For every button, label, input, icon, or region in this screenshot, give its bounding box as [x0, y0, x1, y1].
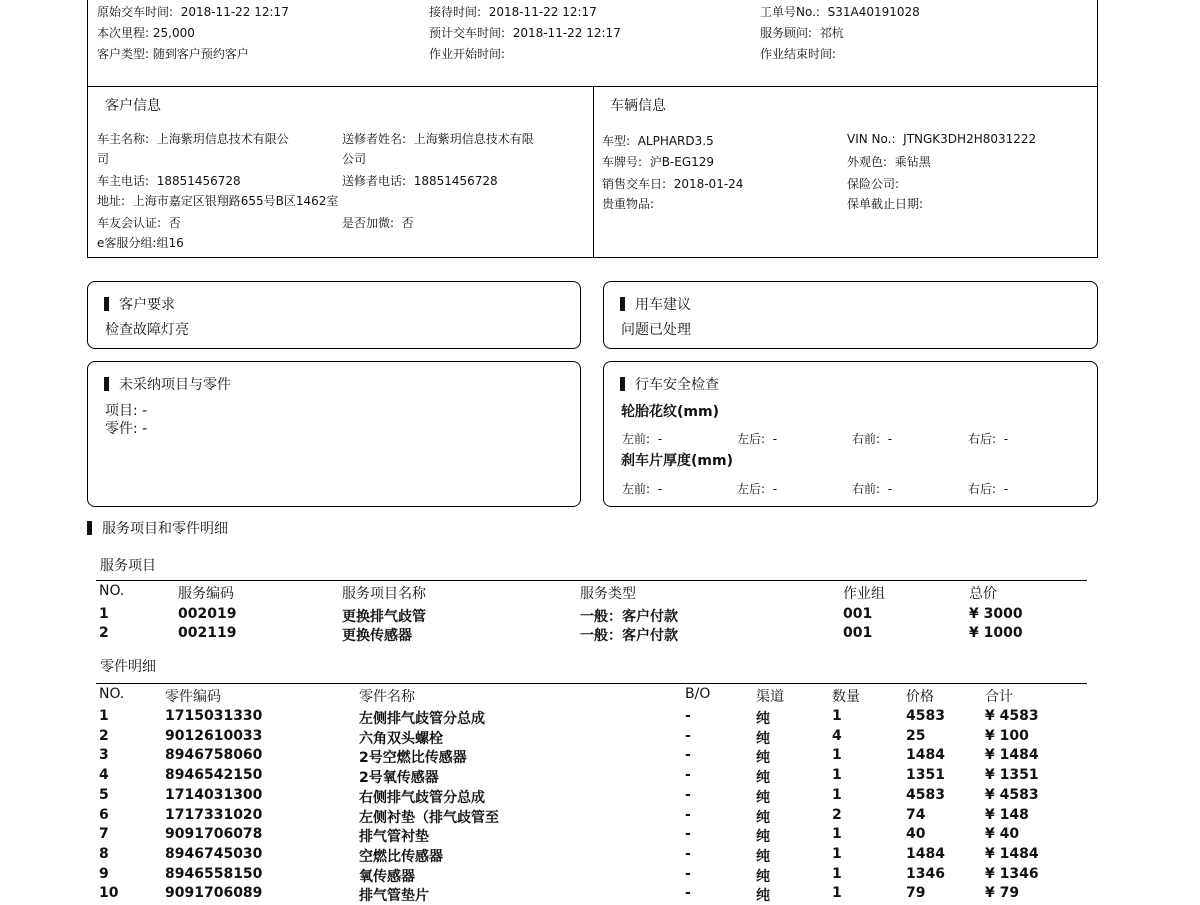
vin-value: JTNGK3DH2H8031222: [903, 132, 1037, 146]
table-row-cell: 1: [832, 845, 842, 862]
table-row-cell: ¥ 40: [985, 826, 1020, 843]
table-row-cell: -: [685, 865, 691, 882]
reception-label: 接待时间:: [429, 5, 482, 19]
table-row-cell: -: [685, 747, 691, 764]
table-row-cell: 空燃比传感器: [359, 848, 443, 865]
table-row-cell: ¥ 1351: [985, 767, 1039, 784]
sender-name: [342, 130, 534, 147]
tire-fl-value: -: [657, 432, 663, 446]
parts-header-cell: 价格: [906, 689, 934, 705]
table-row-cell: 1: [99, 606, 109, 622]
tire-front-left: [622, 430, 662, 447]
customer-type-label: 客户类型:: [97, 47, 150, 61]
table-row-cell: 9091706089: [165, 885, 263, 902]
table-row-cell: 纯: [756, 711, 770, 727]
table-row-cell: 6: [99, 806, 109, 823]
work-start-label: 作业开始时间:: [429, 47, 506, 61]
table-row-cell: 1715031330: [165, 708, 263, 724]
mileage: [97, 24, 195, 41]
service-group: [97, 234, 184, 251]
services-header-rule: [96, 580, 1087, 581]
sender-value-cont: 公司: [342, 152, 367, 166]
parts-header-cell: 数量: [832, 689, 860, 705]
plate-number: [602, 153, 714, 170]
table-row-cell: 8946745030: [165, 845, 263, 862]
pending-parts: [105, 418, 147, 438]
column-divider: [593, 87, 594, 257]
merchant-flag: [342, 214, 414, 231]
est-delivery-value: 2018-11-22 12:17: [512, 26, 621, 40]
table-row-cell: 排气管垫片: [359, 888, 429, 905]
table-row-cell: 1: [832, 826, 842, 843]
color-value: 乘钻黑: [894, 155, 931, 169]
table-row-cell: 25: [906, 727, 926, 744]
table-row-cell: 更换排气歧管: [342, 609, 426, 625]
customer-vehicle-box: [87, 86, 1098, 258]
plate-value: 沪B-EG129: [649, 155, 715, 169]
tire-rr-value: -: [1003, 432, 1009, 446]
table-row-cell: 1: [99, 708, 109, 724]
table-row-cell: 1484: [906, 747, 945, 764]
details-title: [87, 518, 228, 538]
details-title-text: 服务项目和零件明细: [102, 521, 228, 537]
table-row-cell: 001: [843, 606, 873, 622]
table-row-cell: 六角双头螺栓: [359, 730, 443, 747]
brake-rr-value: -: [1003, 482, 1009, 496]
table-row-cell: ¥ 3000: [969, 606, 1023, 622]
services-header-cell: 作业组: [843, 586, 885, 602]
pending-parts-value: -: [142, 421, 148, 437]
table-row-cell: 1: [832, 885, 842, 902]
table-row-cell: 左侧排气歧管分总成: [359, 711, 485, 727]
table-row-cell: 8946758060: [165, 747, 263, 764]
table-row-cell: 1484: [906, 845, 945, 862]
table-row-cell: 001: [843, 625, 873, 641]
tire-rear-left: [737, 430, 777, 447]
table-row-cell: -: [685, 727, 691, 744]
table-row-cell: 4583: [906, 708, 945, 724]
merchant-value: 否: [401, 216, 414, 230]
table-row-cell: 40: [906, 826, 926, 843]
section-marker-icon: [620, 377, 625, 391]
table-row-cell: 氧传感器: [359, 868, 415, 885]
table-row-cell: ¥ 79: [985, 885, 1020, 902]
table-row-cell: 1714031300: [165, 786, 263, 803]
rl-label: 左后:: [737, 482, 766, 496]
section-marker-icon: [104, 297, 109, 311]
pending-items-label: 项目:: [105, 403, 138, 419]
table-row-cell: ¥ 1484: [985, 747, 1039, 764]
rr-label: 右后:: [968, 482, 997, 496]
table-row-cell: 9012610033: [165, 727, 263, 744]
advisor-value: 祁杭: [819, 26, 844, 40]
services-header-cell: 服务编码: [178, 586, 234, 602]
parts-header-cell: B/O: [685, 686, 711, 702]
table-row-cell: -: [685, 845, 691, 862]
brake-front-right: [852, 480, 892, 497]
orig-delivery: [97, 3, 289, 20]
table-row-cell: 7: [99, 826, 109, 843]
work-order-no: [760, 3, 920, 20]
table-row-cell: -: [685, 806, 691, 823]
warranty-label: 保单截止日期:: [847, 197, 924, 211]
table-row-cell: 74: [906, 806, 926, 823]
work-order-value: S31A40191028: [827, 5, 920, 19]
table-row-cell: 4583: [906, 786, 945, 803]
vehicle-section-title: 车辆信息: [610, 98, 666, 114]
pending-items-box: [87, 361, 581, 507]
sale-date-label: 销售交车日:: [602, 177, 667, 191]
table-row-cell: 纯: [756, 770, 770, 787]
work-start: [429, 45, 505, 62]
order-info-box: [87, 0, 1098, 87]
table-row-cell: 4: [99, 767, 109, 784]
fl-label: 左前:: [622, 482, 651, 496]
club-value: 否: [168, 216, 181, 230]
rr-label: 右后:: [968, 432, 997, 446]
table-row-cell: 002119: [178, 625, 237, 641]
fl-label: 左前:: [622, 432, 651, 446]
parts-title: 零件明细: [100, 659, 156, 675]
pending-items: [105, 400, 147, 420]
advice-title: [620, 294, 691, 314]
club-cert: [97, 214, 181, 231]
parts-header-cell: NO.: [99, 686, 125, 702]
table-row-cell: 右侧排气歧管分总成: [359, 789, 485, 806]
table-row-cell: -: [685, 885, 691, 902]
table-row-cell: -: [685, 708, 691, 724]
sender-value: 上海紫玥信息技术有限: [413, 132, 534, 146]
pending-parts-label: 零件:: [105, 421, 138, 437]
table-row-cell: 1: [832, 767, 842, 784]
usage-advice-box: [603, 281, 1098, 349]
exterior-color: [847, 153, 931, 170]
table-row-cell: 10: [99, 885, 119, 902]
table-row-cell: 5: [99, 786, 109, 803]
table-row-cell: ¥ 1000: [969, 625, 1023, 641]
fr-label: 右前:: [852, 482, 881, 496]
sender-label: 送修者姓名:: [342, 132, 407, 146]
parts-header-cell: 渠道: [756, 689, 784, 705]
table-row-cell: 1346: [906, 865, 945, 882]
owner-phone: [97, 172, 241, 189]
fr-label: 右前:: [852, 432, 881, 446]
valuables: [602, 195, 654, 212]
table-row-cell: 纯: [756, 888, 770, 905]
model-label: 车型:: [602, 134, 631, 148]
color-label: 外观色:: [847, 155, 888, 169]
table-row-cell: ¥ 4583: [985, 786, 1039, 803]
advice-text: 问题已处理: [621, 322, 691, 338]
reception-value: 2018-11-22 12:17: [488, 5, 597, 19]
table-row-cell: 9091706078: [165, 826, 263, 843]
service-advisor: [760, 24, 844, 41]
table-row-cell: 2: [832, 806, 842, 823]
services-title: 服务项目: [100, 558, 156, 574]
owner-value-cont: 司: [97, 152, 110, 166]
table-row-cell: 一般：客户付款: [580, 609, 678, 625]
table-row-cell: 8: [99, 845, 109, 862]
table-row-cell: -: [685, 826, 691, 843]
safety-title: [620, 374, 719, 394]
owner-value: 上海紫玥信息技术有限公: [156, 132, 289, 146]
warranty-end: [847, 195, 923, 212]
vehicle-model: [602, 132, 714, 149]
customer-request-box: [87, 281, 581, 349]
sender-phone-label: 送修者电话:: [342, 174, 407, 188]
table-row-cell: ¥ 1484: [985, 845, 1039, 862]
reception-time: [429, 3, 597, 20]
vin-label: VIN No.:: [847, 132, 896, 146]
services-header-cell: 服务项目名称: [342, 586, 426, 602]
table-row-cell: ¥ 100: [985, 727, 1029, 744]
table-row-cell: 3: [99, 747, 109, 764]
table-row-cell: 2号氧传感器: [359, 770, 439, 787]
table-row-cell: 1: [832, 708, 842, 724]
table-row-cell: -: [685, 786, 691, 803]
table-row-cell: 8946542150: [165, 767, 263, 784]
sale-date: [602, 175, 743, 192]
table-row-cell: 2号空燃比传感器: [359, 750, 467, 767]
owner-phone-value: 18851456728: [156, 174, 241, 188]
tire-rear-right: [968, 430, 1008, 447]
brake-fl-value: -: [657, 482, 663, 496]
request-title: [104, 294, 175, 314]
tire-title: 轮胎花纹(mm): [621, 404, 719, 420]
table-row-cell: 1717331020: [165, 806, 263, 823]
est-delivery: [429, 24, 621, 41]
safety-title-text: 行车安全检查: [635, 377, 719, 393]
owner-name: [97, 130, 289, 147]
request-title-text: 客户要求: [119, 297, 175, 313]
services-header-cell: 总价: [969, 586, 997, 602]
pending-items-value: -: [142, 403, 148, 419]
table-row-cell: 更换传感器: [342, 628, 412, 644]
insurance-label: 保险公司:: [847, 177, 900, 191]
services-header-cell: NO.: [99, 583, 125, 599]
tire-front-right: [852, 430, 892, 447]
table-row-cell: 纯: [756, 809, 770, 826]
table-row-cell: 4: [832, 727, 842, 744]
est-delivery-label: 预计交车时间:: [429, 26, 506, 40]
address: [97, 192, 338, 209]
group-label: e客服分组:: [97, 236, 157, 250]
owner-label: 车主名称:: [97, 132, 150, 146]
table-row-cell: ¥ 148: [985, 806, 1029, 823]
parts-header-rule: [96, 683, 1087, 684]
customer-type-value: 随到客户预约客户: [152, 47, 249, 61]
table-row-cell: 纯: [756, 868, 770, 885]
orig-delivery-value: 2018-11-22 12:17: [180, 5, 289, 19]
table-row-cell: ¥ 1346: [985, 865, 1039, 882]
tire-fr-value: -: [887, 432, 893, 446]
section-marker-icon: [620, 297, 625, 311]
work-end-label: 作业结束时间:: [760, 47, 837, 61]
address-label: 地址:: [97, 194, 126, 208]
pending-title-text: 未采纳项目与零件: [119, 377, 231, 393]
club-label: 车友会认证:: [97, 216, 162, 230]
table-row-cell: 1351: [906, 767, 945, 784]
brake-rl-value: -: [772, 482, 778, 496]
brake-rear-right: [968, 480, 1008, 497]
brake-fr-value: -: [887, 482, 893, 496]
table-row-cell: 纯: [756, 848, 770, 865]
table-row-cell: -: [685, 767, 691, 784]
table-row-cell: 1: [832, 865, 842, 882]
safety-check-box: [603, 361, 1098, 507]
mileage-label: 本次里程:: [97, 26, 150, 40]
mileage-value: 25,000: [152, 26, 195, 40]
brake-rear-left: [737, 480, 777, 497]
plate-label: 车牌号:: [602, 155, 643, 169]
pending-title: [104, 374, 231, 394]
work-order-label: 工单号No.:: [760, 5, 820, 19]
parts-header-cell: 合计: [985, 689, 1013, 705]
table-row-cell: 纯: [756, 829, 770, 846]
table-row-cell: 2: [99, 727, 109, 744]
advice-title-text: 用车建议: [635, 297, 691, 313]
table-row-cell: 2: [99, 625, 109, 641]
section-marker-icon: [104, 377, 109, 391]
request-text: 检查故障灯亮: [105, 322, 189, 338]
group-value: 组16: [156, 236, 184, 250]
table-row-cell: 纯: [756, 789, 770, 806]
table-row-cell: 左侧衬垫（排气歧管至: [359, 809, 499, 826]
customer-type: [97, 45, 249, 62]
table-row-cell: 排气管衬垫: [359, 829, 429, 846]
work-end: [760, 45, 836, 62]
merchant-label: 是否加微:: [342, 216, 395, 230]
orig-delivery-label: 原始交车时间:: [97, 5, 174, 19]
customer-section-title: 客户信息: [105, 98, 161, 114]
section-marker-icon: [87, 521, 92, 535]
vin-number: [847, 132, 1036, 146]
address-value: 上海市嘉定区银翔路655号B区1462室: [132, 194, 339, 208]
parts-header-cell: 零件名称: [359, 689, 415, 705]
valuables-label: 贵重物品:: [602, 197, 655, 211]
brake-title: 刹车片厚度(mm): [621, 453, 733, 469]
owner-phone-label: 车主电话:: [97, 174, 150, 188]
table-row-cell: 8946558150: [165, 865, 263, 882]
insurance: [847, 175, 899, 192]
tire-rl-value: -: [772, 432, 778, 446]
sale-date-value: 2018-01-24: [673, 177, 744, 191]
services-header-cell: 服务类型: [580, 586, 636, 602]
table-row-cell: 002019: [178, 606, 237, 622]
parts-header-cell: 零件编码: [165, 689, 221, 705]
advisor-label: 服务顾问:: [760, 26, 813, 40]
brake-front-left: [622, 480, 662, 497]
rl-label: 左后:: [737, 432, 766, 446]
sender-phone-value: 18851456728: [413, 174, 498, 188]
table-row-cell: 一般：客户付款: [580, 628, 678, 644]
table-row-cell: 1: [832, 786, 842, 803]
table-row-cell: 9: [99, 865, 109, 882]
table-row-cell: 79: [906, 885, 926, 902]
table-row-cell: 1: [832, 747, 842, 764]
model-value: ALPHARD3.5: [637, 134, 714, 148]
table-row-cell: 纯: [756, 750, 770, 767]
table-row-cell: ¥ 4583: [985, 708, 1039, 724]
sender-phone: [342, 172, 498, 189]
table-row-cell: 纯: [756, 730, 770, 747]
